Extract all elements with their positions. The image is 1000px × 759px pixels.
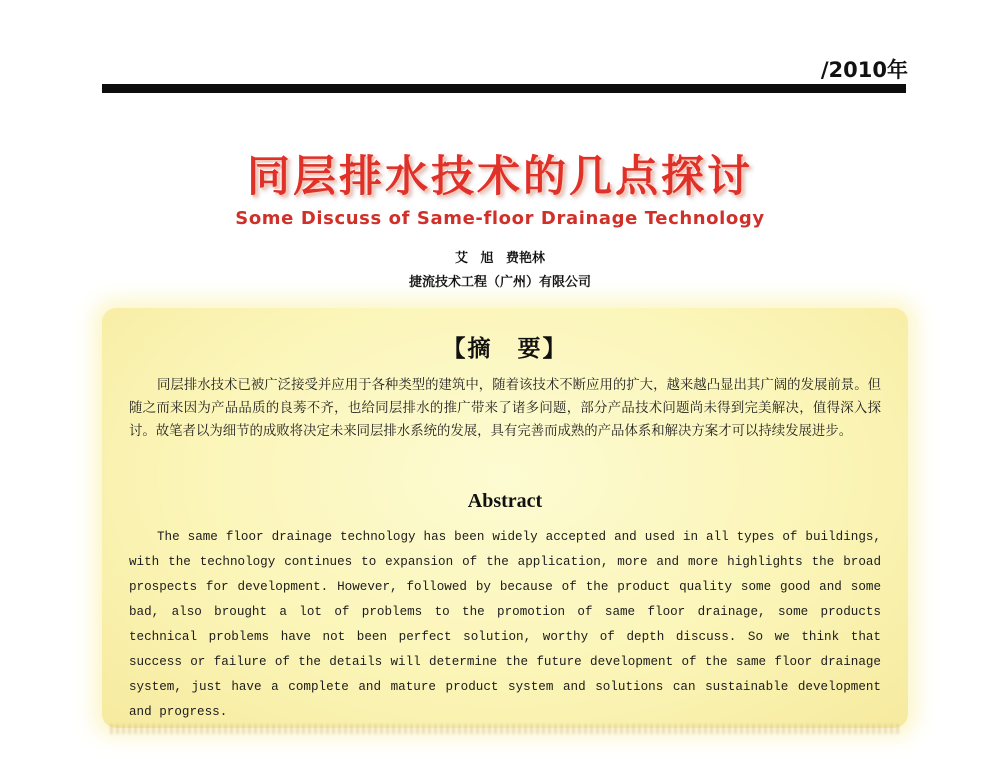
authors: 艾 旭 费艳林 [454, 251, 546, 266]
abstract-box [102, 308, 908, 728]
article-title-cn: 同层排水技术的几点探讨 [247, 152, 753, 202]
abstract-text-en: The same floor drainage technology has been widely accepted and used in all types of buildings, with the technology continues to expansion of the application, more and more highlights the broad prospects for development. However, followed by because of the product quality some good and some bad, also brought a lot of problems to the promotion of same floor drainage, some products technical problems have not been perfect solution, worthy of depth discuss. So we think that success or failure of the details will determine the future development of the same floor drainage system, just have a complete and mature product system and solutions can sustainable development and progress. [129, 530, 881, 719]
article-title-en: Some Discuss of Same-floor Drainage Technology [235, 208, 765, 229]
header-rule [102, 84, 906, 93]
affiliation: 捷流技术工程（广州）有限公司 [408, 275, 591, 290]
year-label: /2010年 [820, 58, 908, 82]
abstract-heading-en: Abstract [467, 490, 543, 512]
abstract-text-cn: 同层排水技术已被广泛接受并应用于各种类型的建筑中，随着该技术不断应用的扩大，越来越凸显出其广阔的发展前景。但随之而来因为产品品质的良莠不齐，也给同层排水的推广带来了诸多问题，部分产品技术问题尚未得到完美解决，值得深入探讨。故笔者以为细节的成败将决定未来同层排水系统的发展，具有完善而成熟的产品体系和解决方案才可以持续发展进步。 [129, 378, 881, 439]
abstract-heading-cn: 【摘 要】 [442, 335, 568, 362]
